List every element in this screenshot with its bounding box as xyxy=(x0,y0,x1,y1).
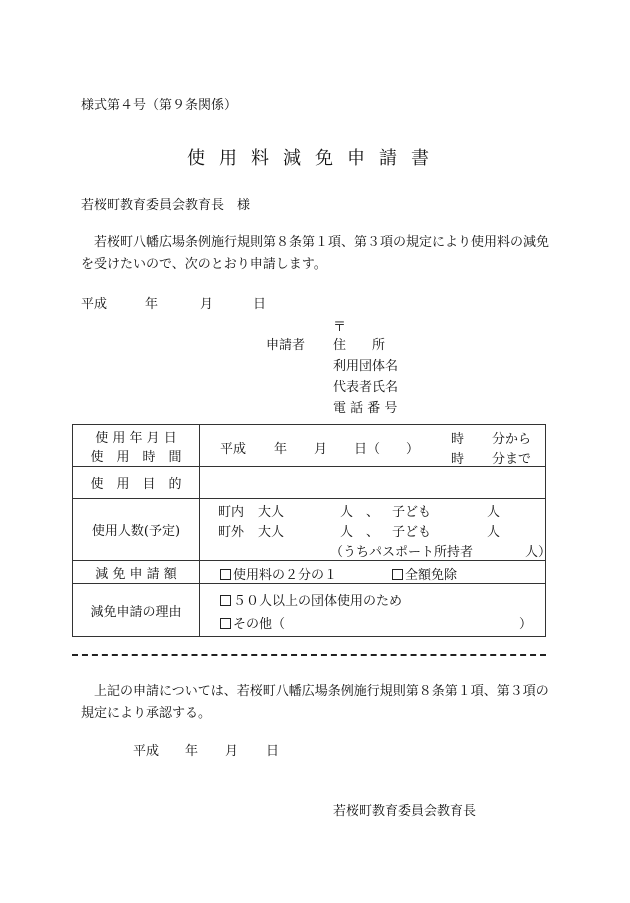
usage-day: 日（ ） xyxy=(354,442,420,457)
approval-signer: 若桜町教育委員会教育長 xyxy=(333,804,477,819)
usage-era: 平成 xyxy=(220,442,247,457)
out-town-label: 町外 xyxy=(218,525,245,540)
representative-label: 代表者氏名 xyxy=(333,380,399,395)
usage-time-label: 使 用 時 間 xyxy=(90,449,182,465)
end-hour: 時 xyxy=(451,452,465,467)
half-option[interactable] xyxy=(220,564,337,583)
purpose-label: 使 用 目 的 xyxy=(73,467,200,499)
start-hour: 時 xyxy=(451,432,465,447)
usage-datetime-label xyxy=(73,425,200,467)
amount-field xyxy=(200,561,546,584)
other-reason-option[interactable] xyxy=(220,613,285,632)
approval-statement: 上記の申請については、若桜町八幡広場条例施行規則第８条第１項、第３項の規定により承認する。 xyxy=(81,684,549,721)
application-statement: 若桜町八幡広場条例施行規則第８条第１項、第３項の規定により使用料の減免を受けたいので、次のとおり申請します。 xyxy=(81,235,550,272)
usage-date-label: 使 用 年 月 日 xyxy=(95,430,177,446)
approval-era: 平成 xyxy=(133,744,160,759)
approval-month: 月 xyxy=(225,744,239,759)
reason-label: 減免申請の理由 xyxy=(73,584,200,637)
group-reason-checkbox[interactable] xyxy=(220,595,231,606)
usage-datetime-field[interactable] xyxy=(200,425,546,467)
full-option[interactable] xyxy=(392,564,457,583)
applicant-label: 申請者 xyxy=(266,338,306,353)
half-checkbox[interactable] xyxy=(220,569,231,580)
out-town-adult: 大人 xyxy=(258,525,285,540)
purpose-row xyxy=(73,467,546,499)
usage-year: 年 xyxy=(274,442,288,457)
address-label: 住 所 xyxy=(333,338,386,353)
amount-label: 減 免 申 請 額 xyxy=(73,561,200,584)
date-day: 日 xyxy=(253,297,267,312)
approval-year: 年 xyxy=(185,744,199,759)
usage-month: 月 xyxy=(314,442,328,457)
other-reason-label: その他（ xyxy=(233,617,286,632)
application-form-table xyxy=(72,424,552,637)
people-row xyxy=(73,499,546,561)
approval-day: 日 xyxy=(266,744,280,759)
postal-mark: 〒 xyxy=(333,320,347,335)
start-minute: 分から xyxy=(492,432,532,447)
half-option-label: 使用料の２分の１ xyxy=(233,568,338,583)
in-town-adult: 大人 xyxy=(258,505,285,520)
document-title: 使用料減免申請書 xyxy=(187,148,443,169)
out-town-child: 子ども xyxy=(392,525,432,540)
date-year: 年 xyxy=(145,297,159,312)
form-number: 様式第４号（第９条関係） xyxy=(81,98,238,113)
in-town-child: 子ども xyxy=(392,505,432,520)
end-minute: 分まで xyxy=(492,452,532,467)
purpose-field[interactable] xyxy=(200,467,546,499)
full-checkbox[interactable] xyxy=(392,569,403,580)
other-reason-close: ） xyxy=(519,617,533,632)
application-date xyxy=(81,293,381,313)
in-town-adult-unit: 人 、 xyxy=(340,505,380,520)
usage-datetime-row xyxy=(73,425,546,467)
in-town-label: 町内 xyxy=(218,505,245,520)
reason-row xyxy=(73,584,546,637)
phone-label: 電 話 番 号 xyxy=(333,401,398,416)
people-field[interactable] xyxy=(200,499,552,561)
passport-holders: （うちパスポート所持者 人） xyxy=(330,545,552,560)
approval-date xyxy=(133,740,333,760)
other-reason-checkbox[interactable] xyxy=(220,618,231,629)
amount-row xyxy=(73,561,546,584)
in-town-child-unit: 人 xyxy=(487,505,501,520)
out-town-adult-unit: 人 、 xyxy=(340,525,380,540)
group-reason-label: ５０人以上の団体使用のため xyxy=(233,594,403,609)
separator-line xyxy=(72,654,546,656)
date-month: 月 xyxy=(200,297,214,312)
group-reason-option[interactable] xyxy=(220,590,402,609)
people-label: 使用人数(予定) xyxy=(73,499,200,561)
reason-field xyxy=(200,584,546,637)
full-option-label: 全額免除 xyxy=(405,568,458,583)
group-name-label: 利用団体名 xyxy=(333,359,399,374)
addressee: 若桜町教育委員会教育長 様 xyxy=(81,198,251,213)
out-town-child-unit: 人 xyxy=(487,525,501,540)
date-era: 平成 xyxy=(81,297,108,312)
